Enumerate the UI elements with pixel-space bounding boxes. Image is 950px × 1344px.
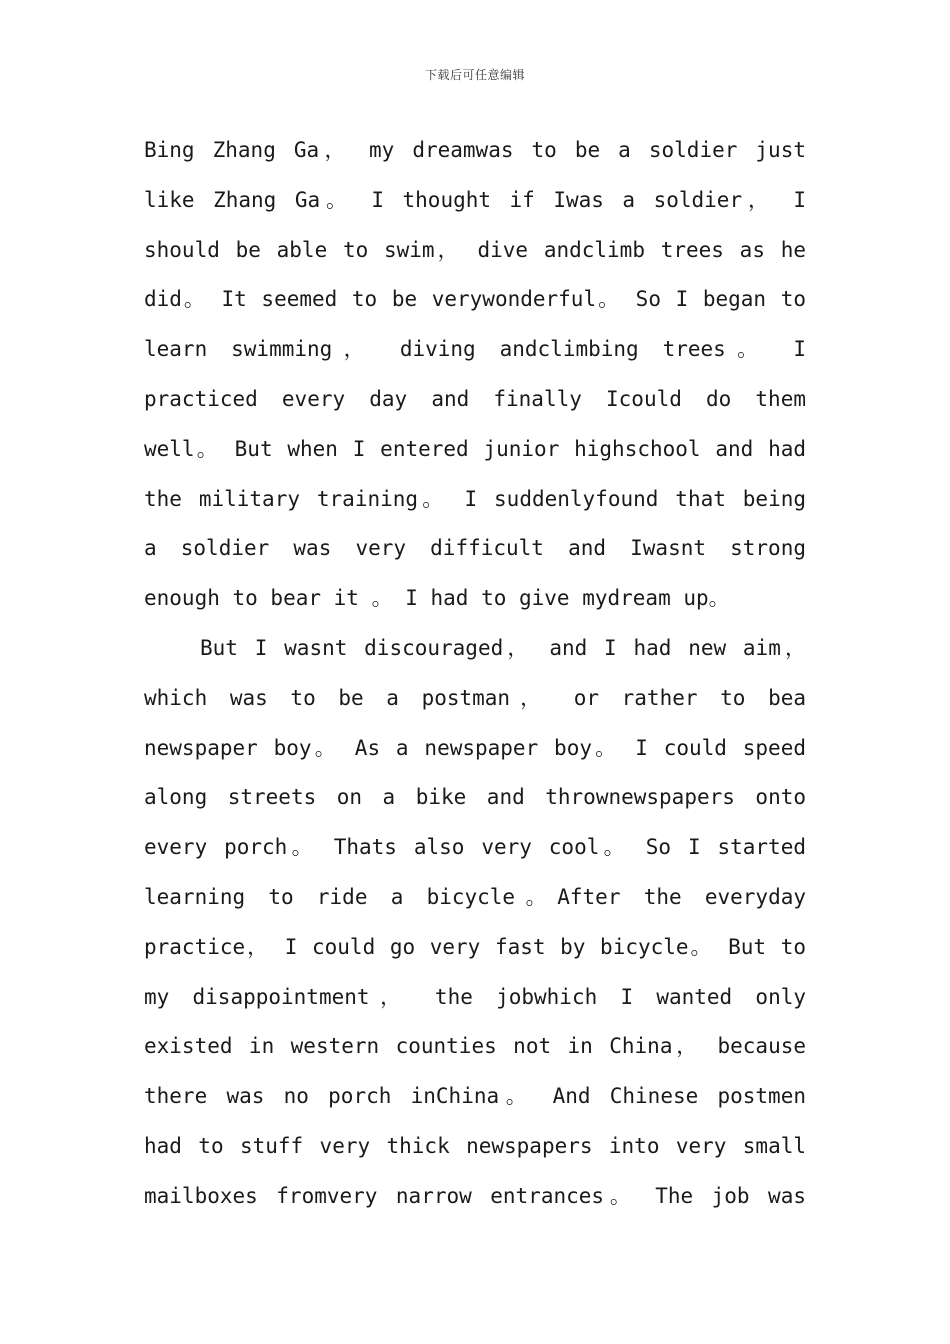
text-line: which was to be a postman， or rather to bea bbox=[144, 685, 806, 710]
text-line: learn swimming， diving andclimbing trees。 I bbox=[144, 337, 806, 362]
text-line: Bing Zhang Ga， my dreamwas to be a soldier just bbox=[144, 138, 806, 162]
text-line: practice， I could go very fast by bicycle。 But to bbox=[144, 934, 806, 959]
text-line: enough to bear it 。 I had to give mydream up。 bbox=[144, 586, 730, 611]
text-line: practiced every day and finally Icould do them bbox=[144, 386, 806, 411]
text-line: had to stuff very thick newspapers into very small bbox=[144, 1133, 806, 1158]
text-line: the military training。 I suddenlyfound that being bbox=[144, 486, 806, 511]
text-line: should be able to swim， dive andclimb trees as he bbox=[144, 237, 806, 262]
text-line: learning to ride a bicycle。After the everyday bbox=[144, 884, 806, 909]
text-line: mailboxes fromvery narrow entrances。 The job was bbox=[144, 1183, 806, 1208]
text-line: there was no porch inChina。 And Chinese postmen bbox=[144, 1084, 806, 1109]
text-line: But I wasnt discouraged， and I had new aim， bbox=[200, 635, 806, 660]
page-header: 下载后可任意编辑 bbox=[424, 68, 525, 82]
text-line: like Zhang Ga。 I thought if Iwas a soldier， I bbox=[144, 187, 806, 212]
text-line: along streets on a bike and thrownewspapers onto bbox=[144, 785, 806, 810]
text-line: newspaper boy。 As a newspaper boy。 I could speed bbox=[144, 735, 806, 760]
text-line: well。 But when I entered junior highschool and had bbox=[144, 436, 806, 461]
text-line: existed in western counties not in China， because bbox=[144, 1034, 806, 1059]
text-line: a soldier was very difficult and Iwasnt strong bbox=[144, 536, 806, 561]
text-line: every porch。 Thats also very cool。 So I started bbox=[144, 835, 806, 860]
document-body bbox=[144, 126, 806, 1222]
text-line: my disappointment， the jobwhich I wanted only bbox=[144, 984, 806, 1009]
text-line: did。 It seemed to be verywonderful。 So I began to bbox=[144, 287, 806, 312]
